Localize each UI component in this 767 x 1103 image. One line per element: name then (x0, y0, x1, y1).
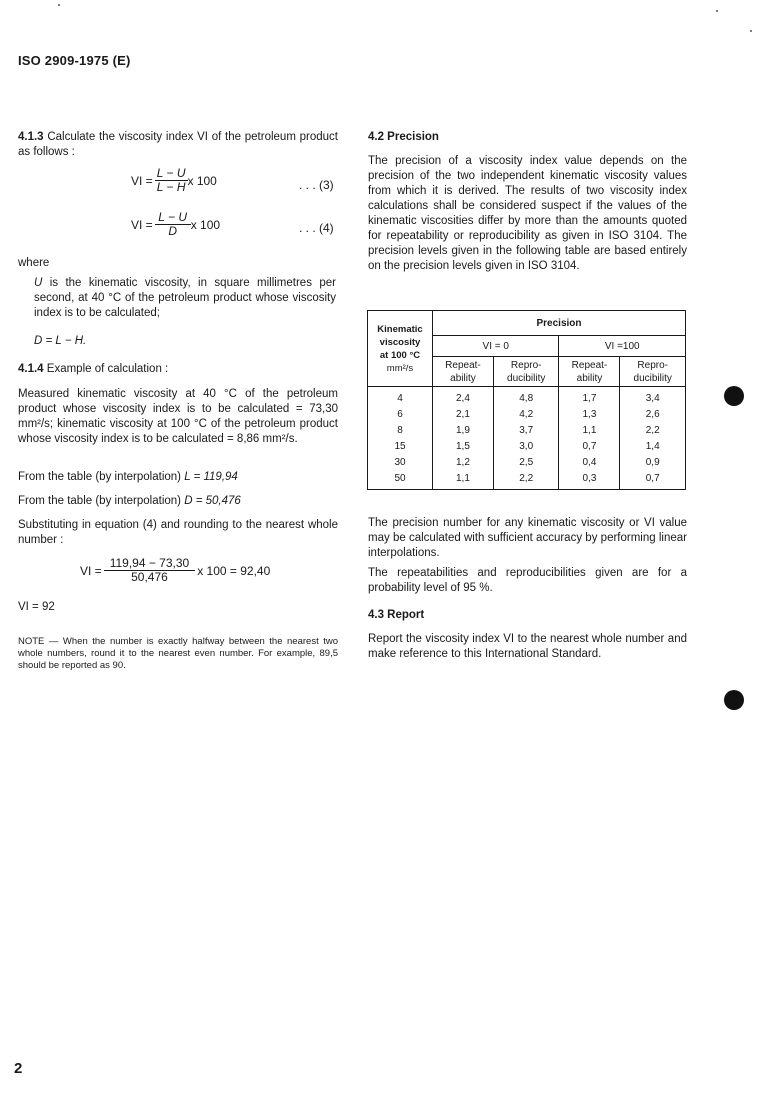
scan-speck (58, 4, 60, 6)
equation-4 (131, 211, 220, 238)
u-definition (34, 276, 336, 321)
eq-fraction (155, 211, 191, 238)
table-cell: 6 (368, 406, 433, 422)
hdr-line: Repro- (510, 359, 542, 371)
table-row (368, 422, 686, 438)
eq-lhs: VI = (131, 217, 153, 232)
eq-multiplier: x 100 (190, 217, 221, 232)
d-value: D = 50,476 (184, 495, 241, 507)
punch-hole-mark (724, 690, 744, 710)
table-cell: 2,1 (433, 406, 494, 422)
eq-denominator: D (168, 224, 178, 238)
precision-paragraph-3: The repeatabilities and reproducibilities given are for a probability level of 95 %. (368, 567, 687, 594)
hdr-line: ability (576, 372, 603, 384)
kin-header-line: mm²/s (386, 362, 414, 374)
vi100-header: VI =100 (559, 336, 686, 357)
substituting-paragraph: Substituting in equation (4) and rounding to the nearest whole number : (18, 519, 338, 546)
reproducibility-header (620, 357, 686, 387)
table-cell: 1,5 (433, 438, 494, 454)
table-cell: 2,4 (433, 387, 494, 407)
table-cell: 4,8 (493, 387, 559, 407)
from-table-d (18, 494, 338, 509)
u-text: is the kinematic viscosity, in square millimetres per second, at 40 °C of the petroleum product whose viscosity index is to be calculated; (34, 277, 336, 319)
table-cell: 1,3 (559, 406, 620, 422)
report-paragraph: Report the viscosity index VI to the nearest whole number and make reference to this International Standard. (368, 633, 687, 660)
calculation-equation (80, 557, 270, 584)
calc-lhs: VI = (80, 563, 102, 578)
section-title: Example of calculation : (46, 363, 169, 375)
table-cell: 15 (368, 438, 433, 454)
hdr-line: ducibility (507, 372, 546, 384)
kin-header-line: Kinematic (377, 323, 423, 335)
section-number: 4.1.4 (18, 363, 44, 375)
table-cell: 2,5 (493, 454, 559, 470)
d-definition: D = L − H. (34, 335, 87, 347)
table-cell: 2,6 (620, 406, 686, 422)
precision-header: Precision (433, 311, 686, 336)
table-cell: 0,7 (620, 470, 686, 490)
precision-paragraph-2: The precision number for any kinematic viscosity or VI value may be calculated with sufficient accuracy by performing linear interpolations. (368, 517, 687, 559)
table-cell: 3,4 (620, 387, 686, 407)
table-cell: 2,2 (620, 422, 686, 438)
punch-hole-mark (724, 386, 744, 406)
table-cell: 1,1 (559, 422, 620, 438)
table-row (368, 454, 686, 470)
eq-denominator: L − H (156, 180, 186, 194)
calc-rhs: x 100 = 92,40 (197, 563, 271, 578)
table-cell: 1,2 (433, 454, 494, 470)
eq-numerator: L − U (156, 166, 186, 180)
table-cell: 8 (368, 422, 433, 438)
eq-fraction (155, 167, 188, 194)
repeatability-header (559, 357, 620, 387)
section-number: 4.1.3 (18, 131, 44, 143)
page-number: 2 (14, 1060, 23, 1077)
from-table-text: From the table (by interpolation) (18, 495, 181, 507)
section-4-1-4 (18, 362, 338, 377)
table-cell: 3,7 (493, 422, 559, 438)
table-cell: 30 (368, 454, 433, 470)
note: NOTE — When the number is exactly halfway between the nearest two whole numbers, round it to the nearest even number. For example, 89,5 should be reported as 90. (18, 635, 338, 671)
eq-lhs: VI = (131, 173, 153, 188)
table-cell: 0,7 (559, 438, 620, 454)
reproducibility-header (493, 357, 559, 387)
document-header: ISO 2909-1975 (E) (18, 53, 131, 68)
table-cell: 1,7 (559, 387, 620, 407)
equation-3 (131, 167, 217, 194)
table-row (368, 470, 686, 490)
from-table-text: From the table (by interpolation) (18, 471, 181, 483)
eq-numerator: L − U (155, 211, 191, 225)
equation-3-ref: . . . (3) (299, 178, 334, 192)
calc-numerator: 119,94 − 73,30 (104, 557, 196, 571)
measured-paragraph: Measured kinematic viscosity at 40 °C of the petroleum product whose viscosity index is to be calculated = 73,30 mm²/s; kinematic viscosity at 100 °C of the petroleum product whose viscosity index is to be calculated = 8,86 mm²/s. (18, 388, 338, 445)
hdr-line: Repro- (637, 359, 668, 371)
kin-header-line: viscosity (379, 336, 421, 348)
section-text: Calculate the viscosity index VI of the petroleum product as follows : (18, 131, 338, 158)
table-row (368, 406, 686, 422)
kin-header-line: at 100 °C (379, 349, 421, 361)
calc-fraction (104, 557, 196, 584)
hdr-line: ducibility (633, 372, 672, 384)
u-symbol: U (34, 277, 43, 289)
section-4-2-title: 4.2 Precision (368, 131, 439, 143)
table-cell: 0,9 (620, 454, 686, 470)
table-row (368, 438, 686, 454)
hdr-line: ability (450, 372, 476, 384)
from-table-l (18, 470, 338, 485)
vi0-header: VI = 0 (433, 336, 559, 357)
kinematic-viscosity-header (368, 311, 433, 387)
section-4-3-title: 4.3 Report (368, 609, 425, 621)
table-cell: 1,9 (433, 422, 494, 438)
vi-result: VI = 92 (18, 601, 55, 613)
table-cell: 0,3 (559, 470, 620, 490)
table-cell: 1,4 (620, 438, 686, 454)
repeatability-header (433, 357, 494, 387)
table-cell: 1,1 (433, 470, 494, 490)
table-cell: 4,2 (493, 406, 559, 422)
eq-multiplier: x 100 (187, 173, 217, 188)
precision-table (367, 310, 686, 490)
l-value: L = 119,94 (184, 471, 238, 483)
table-cell: 50 (368, 470, 433, 490)
table-cell: 4 (368, 387, 433, 407)
where-label: where (18, 257, 50, 269)
calc-denominator: 50,476 (131, 570, 168, 584)
equation-4-ref: . . . (4) (299, 221, 334, 235)
section-4-1-3 (18, 130, 338, 160)
table-cell: 2,2 (493, 470, 559, 490)
table-row (368, 387, 686, 407)
table-cell: 3,0 (493, 438, 559, 454)
scan-speck (716, 10, 718, 12)
precision-paragraph-1: The precision of a viscosity index value depends on the precision of the two independent kinematic viscosity values from which it is derived. The results of two viscosity index calculations shall be considered suspect if the values of the kinematic viscosities differ by more than the amounts quoted for repeatability or reproducibility as given in ISO 3104. The precision levels given in the following table are based entirely on the precision levels given in ISO 3104. (368, 155, 687, 272)
hdr-line: Repeat- (571, 359, 608, 371)
scan-speck (750, 30, 752, 32)
hdr-line: Repeat- (445, 359, 481, 371)
table-cell: 0,4 (559, 454, 620, 470)
